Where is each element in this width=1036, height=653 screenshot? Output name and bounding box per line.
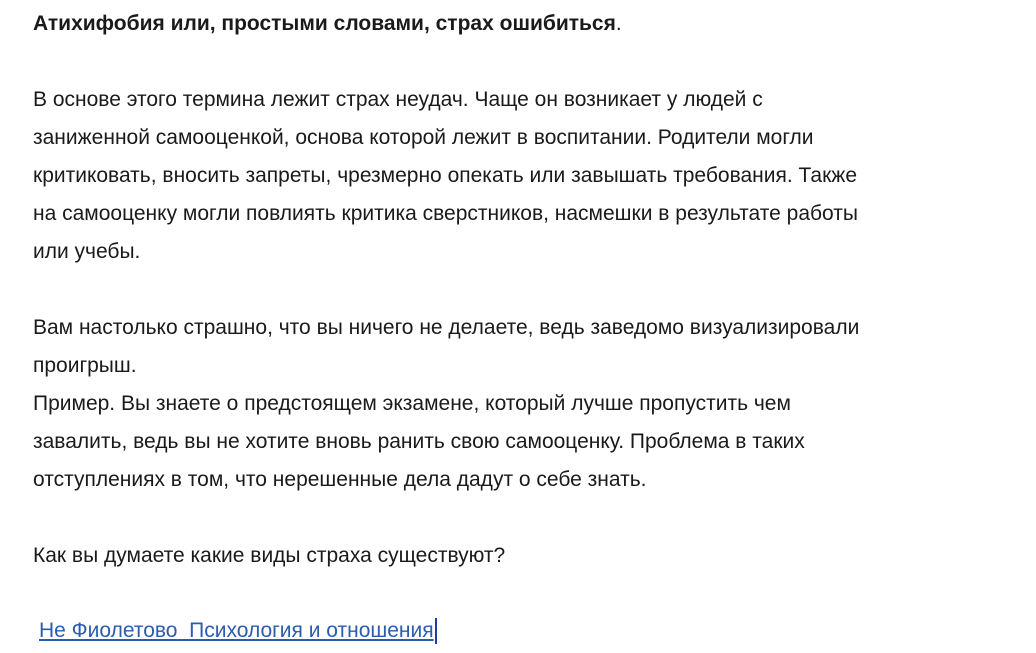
- article-body: [33, 5, 1008, 613]
- paragraph-cause: [33, 81, 1008, 271]
- paragraph-line: заниженной самооценкой, основа которой лежит в воспитании. Родители могли: [33, 126, 814, 149]
- paragraph-line: на самооценку могли повлиять критика сверстников, насмешки в результате работы: [33, 202, 858, 225]
- paragraph-fear: [33, 309, 1008, 385]
- source-link-row: [39, 612, 437, 650]
- paragraph-line: критиковать, вносить запреты, чрезмерно опекать или завышать требования. Также: [33, 164, 858, 187]
- paragraph-line: Пример. Вы знаете о предстоящем экзамене, который лучше пропустить чем: [33, 392, 791, 415]
- paragraph-line: Как вы думаете какие виды страха существуют?: [33, 544, 506, 567]
- heading-period: .: [615, 12, 622, 35]
- source-link[interactable]: Не Фиолетово Психология и отношения: [39, 619, 434, 642]
- paragraph-line: проигрыш.: [33, 354, 137, 377]
- paragraph-question: [33, 537, 1008, 575]
- paragraph-line: или учебы.: [33, 240, 141, 263]
- paragraph-line: завалить, ведь вы не хотите вновь ранить свою самооценку. Проблема в таких: [33, 430, 805, 453]
- article-heading: [33, 5, 1008, 43]
- paragraph-line: В основе этого термина лежит страх неудач. Чаще он возникает у людей с: [33, 88, 763, 111]
- text-cursor: [435, 618, 437, 644]
- paragraph-line: отступлениях в том, что нерешенные дела дадут о себе знать.: [33, 468, 647, 491]
- paragraph-line: Вам настолько страшно, что вы ничего не делаете, ведь заведомо визуализировали: [33, 316, 860, 339]
- heading-title: Атихифобия или, простыми словами, страх ошибиться: [33, 12, 616, 35]
- paragraph-example: [33, 385, 1008, 499]
